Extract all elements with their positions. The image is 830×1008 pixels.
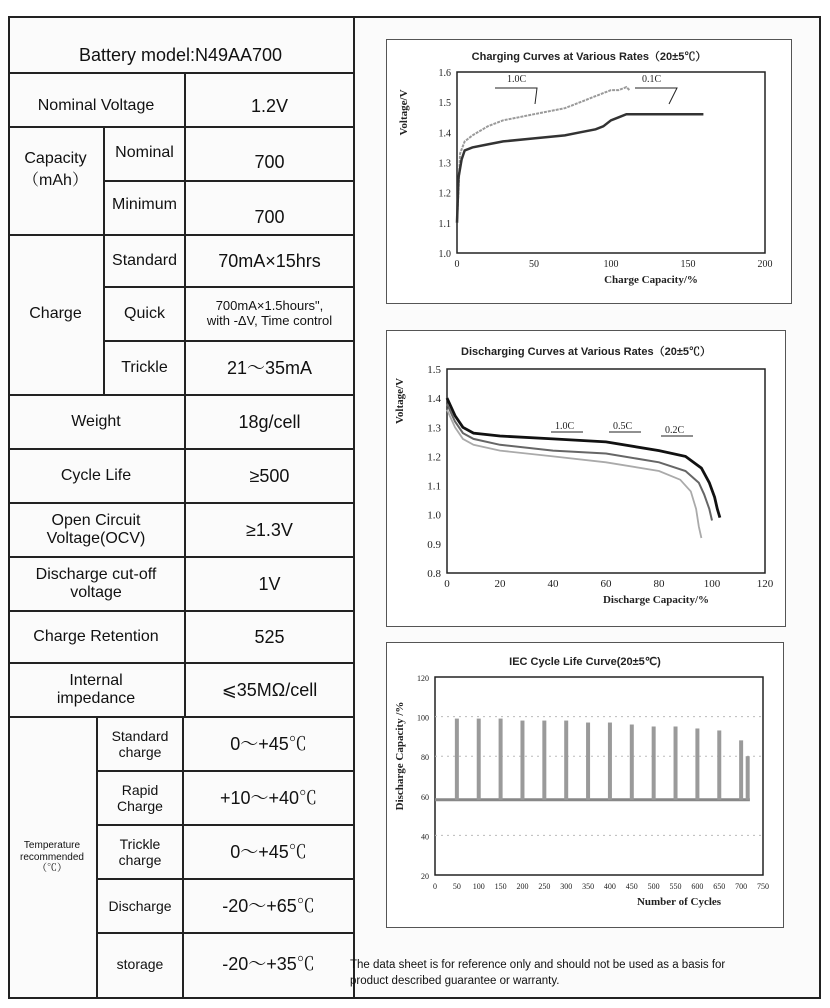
x-tick-label: 200 xyxy=(757,259,773,270)
cycle-bar xyxy=(520,721,524,800)
x-tick-label: 550 xyxy=(669,882,682,891)
cycle-bar xyxy=(455,719,459,800)
cycle-bar xyxy=(674,727,678,800)
y-tick-label: 1.6 xyxy=(438,68,451,79)
cycle-bar xyxy=(746,756,750,800)
x-tick-label: 250 xyxy=(538,882,551,891)
x-axis-label: Discharge Capacity/% xyxy=(602,594,710,606)
capacity-nominal-label: Nominal xyxy=(115,143,174,161)
x-tick-label: 0 xyxy=(444,578,450,590)
x-tick-label: 100 xyxy=(603,259,619,270)
series-line-1.0C xyxy=(457,87,630,223)
series-label: 0.1C xyxy=(642,74,662,85)
x-tick-label: 400 xyxy=(603,882,616,891)
x-tick-label: 100 xyxy=(472,882,485,891)
chart-title: Charging Curves at Various Rates（20±5℃） xyxy=(471,51,707,63)
cycle-life-value: ≥500 xyxy=(249,465,290,486)
temperature-label-line2: recommended xyxy=(20,851,84,863)
cutoff-label-line1: Discharge cut-off xyxy=(35,565,157,583)
discharging-curves-chart xyxy=(386,330,786,627)
nominal-voltage-value: 1.2V xyxy=(250,95,289,116)
ocv-label-line2: Voltage(OCV) xyxy=(46,530,146,547)
x-tick-label: 50 xyxy=(452,882,461,891)
series-label: 1.0C xyxy=(507,74,527,85)
x-tick-label: 40 xyxy=(547,578,559,590)
capacity-minimum-label: Minimum xyxy=(112,195,177,213)
cycle-life-chart xyxy=(386,642,784,928)
y-tick-label: 0.8 xyxy=(427,568,441,580)
y-axis-label: Discharge Capacity /% xyxy=(394,701,406,811)
charge-standard-label: Standard xyxy=(112,251,177,269)
x-tick-label: 20 xyxy=(494,578,506,590)
y-tick-label: 1.3 xyxy=(427,422,441,435)
y-tick-label: 1.0 xyxy=(438,249,451,260)
x-tick-label: 120 xyxy=(756,578,774,590)
series-line-0.5C xyxy=(447,404,712,521)
series-label: 1.0C xyxy=(555,421,575,432)
column-divider xyxy=(96,716,98,999)
temp-standard-value: 0～+45℃ xyxy=(230,733,307,754)
temp-rapid-label-line2: Charge xyxy=(117,798,163,814)
y-tick-label: 120 xyxy=(417,674,429,683)
y-tick-label: 1.2 xyxy=(438,188,451,200)
x-tick-label: 0 xyxy=(454,259,460,270)
series-label: 0.2C xyxy=(665,425,685,436)
cycle-life-svg xyxy=(387,643,783,927)
y-tick-label: 20 xyxy=(421,872,429,881)
divider xyxy=(8,126,355,128)
series-label-leader xyxy=(635,88,677,104)
battery-model-title: Battery model:N49AA700 xyxy=(78,44,283,65)
y-tick-label: 1.0 xyxy=(427,509,441,522)
x-tick-label: 700 xyxy=(735,882,748,891)
charge-quick-value-line2: with -ΔV, Time control xyxy=(206,313,333,328)
charge-quick-value-line1: 700mA×1.5hours", xyxy=(215,298,324,314)
x-tick-label: 300 xyxy=(560,882,573,891)
charging-curves-chart xyxy=(386,39,792,304)
x-tick-label: 100 xyxy=(703,578,721,590)
x-tick-label: 60 xyxy=(600,578,612,590)
temp-trickle-value: 0～+45℃ xyxy=(230,841,307,862)
retention-label: Charge Retention xyxy=(33,627,159,645)
capacity-unit: （mAh） xyxy=(23,171,88,189)
footnote-line2: product described guarantee or warranty. xyxy=(350,974,560,987)
x-tick-label: 150 xyxy=(494,882,507,891)
charge-standard-value: 70mA×15hrs xyxy=(218,250,321,271)
plot-area xyxy=(457,72,765,253)
series-line-0.2C xyxy=(447,398,720,517)
cutoff-label-line2: voltage xyxy=(70,584,122,601)
chart-title: Discharging Curves at Various Rates（20±5℃） xyxy=(461,346,711,358)
charge-label: Charge xyxy=(29,304,82,322)
y-tick-label: 100 xyxy=(417,713,429,723)
x-tick-label: 350 xyxy=(582,882,595,891)
temp-discharge-value: -20～+65℃ xyxy=(222,895,315,916)
temp-standard-label-line2: charge xyxy=(118,744,162,760)
charge-trickle-value: 21～35mA xyxy=(226,357,313,378)
column-divider xyxy=(182,716,184,999)
x-tick-label: 150 xyxy=(680,259,696,270)
x-tick-label: 450 xyxy=(625,882,638,891)
cutoff-value: 1V xyxy=(258,573,281,594)
plot-area xyxy=(447,369,765,573)
y-tick-label: 0.9 xyxy=(427,538,441,551)
y-tick-label: 1.4 xyxy=(427,393,441,406)
y-tick-label: 60 xyxy=(421,792,429,802)
y-tick-label: 80 xyxy=(421,753,429,763)
capacity-label: Capacity xyxy=(24,149,87,167)
x-tick-label: 80 xyxy=(653,578,665,590)
ocv-value: ≥1.3V xyxy=(246,519,293,540)
temperature-label-line1: Temperature xyxy=(23,840,81,852)
charging-curves-svg xyxy=(387,40,791,303)
cycle-life-label: Cycle Life xyxy=(60,466,132,484)
cycle-bar xyxy=(542,721,546,800)
capacity-minimum-value: 700 xyxy=(254,206,285,227)
impedance-value: ⩽35MΩ/cell xyxy=(221,679,318,700)
discharging-curves-svg xyxy=(387,331,785,626)
cycle-bar xyxy=(630,725,634,800)
x-axis-label: Number of Cycles xyxy=(636,896,722,908)
weight-value: 18g/cell xyxy=(238,411,301,432)
nominal-voltage-label: Nominal Voltage xyxy=(37,96,155,114)
x-tick-label: 50 xyxy=(529,259,539,270)
temp-trickle-label-line1: Trickle xyxy=(119,835,161,852)
charge-trickle-label: Trickle xyxy=(121,358,168,376)
cycle-bar xyxy=(695,728,699,799)
chart-title: IEC Cycle Life Curve(20±5℃) xyxy=(509,656,661,668)
weight-label: Weight xyxy=(71,412,121,430)
divider xyxy=(105,180,355,182)
x-tick-label: 200 xyxy=(516,882,529,891)
column-divider xyxy=(103,126,105,394)
spec-table xyxy=(8,16,355,999)
temp-storage-label: storage xyxy=(116,955,164,972)
series-line-0.1C xyxy=(457,114,703,223)
table-right-border xyxy=(353,16,355,999)
y-tick-label: 1.2 xyxy=(427,451,441,464)
x-tick-label: 500 xyxy=(647,882,660,891)
x-axis-label: Charge Capacity/% xyxy=(604,274,698,286)
impedance-label-line1: Internal xyxy=(69,671,123,689)
temperature-label-line3: （℃） xyxy=(37,863,67,875)
y-tick-label: 1.3 xyxy=(438,158,451,170)
cycle-bar xyxy=(499,719,503,800)
temp-trickle-label-line2: charge xyxy=(118,852,162,868)
cycle-bar xyxy=(477,719,481,800)
footnote-line1: The data sheet is for reference only and should not be used as a basis for xyxy=(350,959,726,971)
x-tick-label: 650 xyxy=(713,882,726,891)
x-tick-label: 600 xyxy=(691,882,704,891)
x-tick-label: 0 xyxy=(433,882,437,891)
cycle-bar xyxy=(717,730,721,799)
retention-value: 525 xyxy=(254,626,285,647)
cycle-bar xyxy=(586,723,590,800)
plot-area xyxy=(435,677,763,875)
y-tick-label: 1.1 xyxy=(438,218,451,230)
divider xyxy=(8,72,355,74)
temp-storage-value: -20～+35℃ xyxy=(222,953,315,974)
y-axis-label: Voltage/V xyxy=(398,89,410,136)
y-tick-label: 1.5 xyxy=(427,364,441,376)
charge-quick-label: Quick xyxy=(124,304,165,322)
footnote xyxy=(350,958,820,989)
cycle-bar xyxy=(739,740,743,799)
column-divider xyxy=(184,72,186,716)
series-line-1.0C xyxy=(447,410,701,538)
temp-standard-label-line1: Standard xyxy=(111,727,169,744)
series-label: 0.5C xyxy=(613,421,633,432)
cycle-bar xyxy=(652,727,656,800)
y-tick-label: 40 xyxy=(421,832,429,842)
x-tick-label: 750 xyxy=(757,882,769,891)
y-axis-label: Voltage/V xyxy=(394,377,406,425)
cycle-bar xyxy=(608,723,612,800)
temp-rapid-label-line1: Rapid xyxy=(121,781,159,798)
series-label-leader xyxy=(495,88,537,104)
y-tick-label: 1.4 xyxy=(438,128,451,140)
impedance-label-line2: impedance xyxy=(56,690,136,707)
temp-discharge-label: Discharge xyxy=(108,897,172,914)
y-tick-label: 1.1 xyxy=(427,480,441,493)
y-tick-label: 1.5 xyxy=(438,98,451,110)
capacity-nominal-value: 700 xyxy=(254,151,285,172)
temp-rapid-value: +10～+40℃ xyxy=(219,787,318,808)
cycle-bar xyxy=(564,721,568,800)
ocv-label-line1: Open Circuit xyxy=(51,511,141,529)
